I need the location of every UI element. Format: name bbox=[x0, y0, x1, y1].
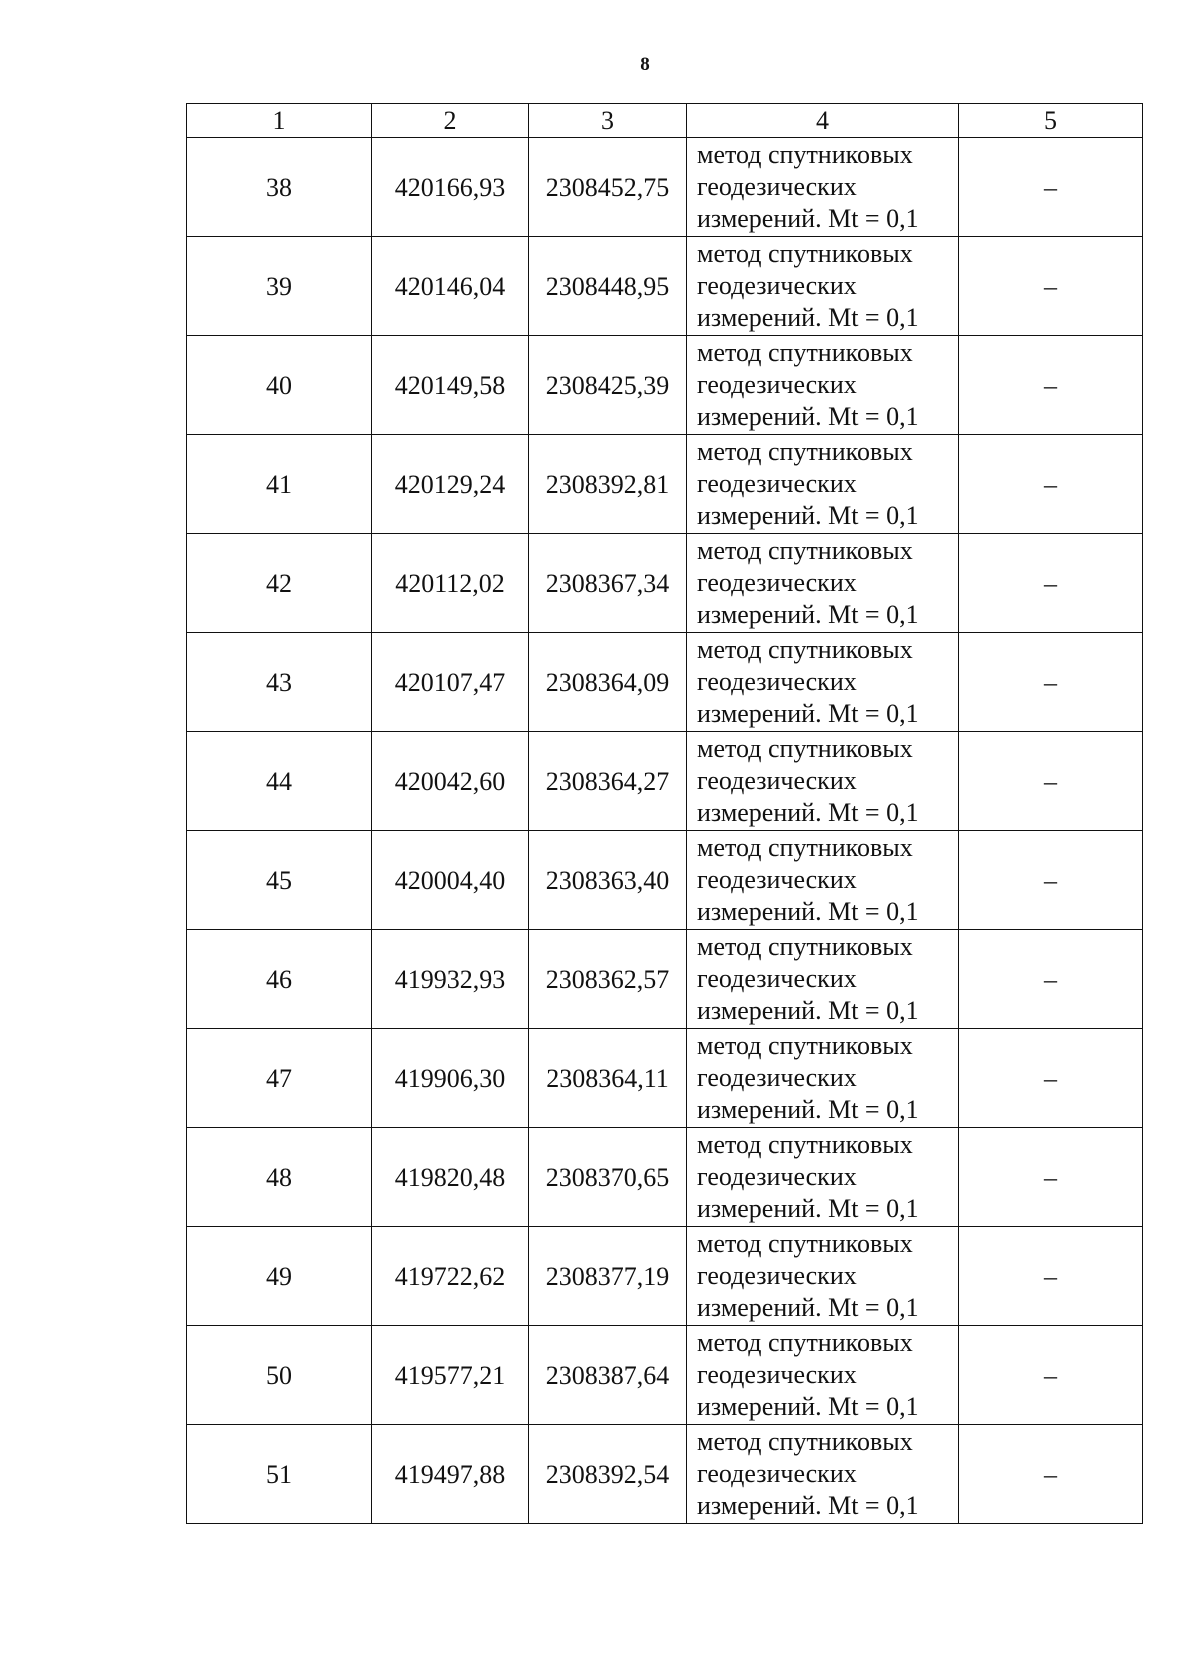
method-cell bbox=[687, 831, 959, 930]
note-cell: – bbox=[959, 1128, 1143, 1227]
x-coordinate-cell: 419497,88 bbox=[372, 1425, 529, 1524]
method-line: метод спутниковых bbox=[697, 833, 913, 862]
header-col-5: 5 bbox=[959, 104, 1143, 138]
x-coordinate-cell: 420107,47 bbox=[372, 633, 529, 732]
method-line: геодезических bbox=[697, 1162, 857, 1191]
method-line: метод спутниковых bbox=[697, 1427, 913, 1456]
method-line: метод спутниковых bbox=[697, 1130, 913, 1159]
table-row bbox=[187, 1029, 1143, 1128]
point-number-cell: 48 bbox=[187, 1128, 372, 1227]
method-line: измерений. Mt = 0,1 bbox=[697, 1293, 919, 1322]
y-coordinate-cell: 2308364,11 bbox=[529, 1029, 687, 1128]
method-cell bbox=[687, 1425, 959, 1524]
method-cell bbox=[687, 435, 959, 534]
method-line: измерений. Mt = 0,1 bbox=[697, 402, 919, 431]
method-line: метод спутниковых bbox=[697, 635, 913, 664]
note-cell: – bbox=[959, 138, 1143, 237]
method-cell bbox=[687, 1128, 959, 1227]
method-cell bbox=[687, 1326, 959, 1425]
table-row bbox=[187, 732, 1143, 831]
note-cell: – bbox=[959, 336, 1143, 435]
method-cell bbox=[687, 237, 959, 336]
method-line: метод спутниковых bbox=[697, 338, 913, 367]
note-cell: – bbox=[959, 930, 1143, 1029]
note-cell: – bbox=[959, 534, 1143, 633]
method-line: метод спутниковых bbox=[697, 536, 913, 565]
method-cell bbox=[687, 1227, 959, 1326]
table-row bbox=[187, 1227, 1143, 1326]
y-coordinate-cell: 2308367,34 bbox=[529, 534, 687, 633]
method-cell bbox=[687, 138, 959, 237]
table-row bbox=[187, 237, 1143, 336]
point-number-cell: 40 bbox=[187, 336, 372, 435]
note-cell: – bbox=[959, 1029, 1143, 1128]
header-col-1: 1 bbox=[187, 104, 372, 138]
x-coordinate-cell: 420112,02 bbox=[372, 534, 529, 633]
coordinates-table bbox=[186, 103, 1143, 1524]
x-coordinate-cell: 420004,40 bbox=[372, 831, 529, 930]
method-line: измерений. Mt = 0,1 bbox=[697, 1491, 919, 1520]
method-line: геодезических bbox=[697, 964, 857, 993]
point-number-cell: 39 bbox=[187, 237, 372, 336]
table-row bbox=[187, 930, 1143, 1029]
point-number-cell: 50 bbox=[187, 1326, 372, 1425]
method-line: геодезических bbox=[697, 1360, 857, 1389]
y-coordinate-cell: 2308362,57 bbox=[529, 930, 687, 1029]
y-coordinate-cell: 2308425,39 bbox=[529, 336, 687, 435]
note-cell: – bbox=[959, 237, 1143, 336]
header-row bbox=[187, 104, 1143, 138]
method-line: геодезических bbox=[697, 766, 857, 795]
method-line: геодезических bbox=[697, 667, 857, 696]
note-cell: – bbox=[959, 1227, 1143, 1326]
table-row bbox=[187, 336, 1143, 435]
method-cell bbox=[687, 930, 959, 1029]
x-coordinate-cell: 419722,62 bbox=[372, 1227, 529, 1326]
method-line: геодезических bbox=[697, 469, 857, 498]
method-line: измерений. Mt = 0,1 bbox=[697, 1392, 919, 1421]
x-coordinate-cell: 419820,48 bbox=[372, 1128, 529, 1227]
x-coordinate-cell: 420042,60 bbox=[372, 732, 529, 831]
table-header bbox=[187, 104, 1143, 138]
point-number-cell: 38 bbox=[187, 138, 372, 237]
x-coordinate-cell: 419906,30 bbox=[372, 1029, 529, 1128]
note-cell: – bbox=[959, 1326, 1143, 1425]
point-number-cell: 41 bbox=[187, 435, 372, 534]
table-row bbox=[187, 831, 1143, 930]
table-row bbox=[187, 1128, 1143, 1227]
y-coordinate-cell: 2308377,19 bbox=[529, 1227, 687, 1326]
note-cell: – bbox=[959, 1425, 1143, 1524]
x-coordinate-cell: 420129,24 bbox=[372, 435, 529, 534]
point-number-cell: 45 bbox=[187, 831, 372, 930]
table-row bbox=[187, 534, 1143, 633]
y-coordinate-cell: 2308448,95 bbox=[529, 237, 687, 336]
y-coordinate-cell: 2308392,54 bbox=[529, 1425, 687, 1524]
table-row bbox=[187, 138, 1143, 237]
method-line: измерений. Mt = 0,1 bbox=[697, 303, 919, 332]
method-line: геодезических bbox=[697, 370, 857, 399]
method-cell bbox=[687, 1029, 959, 1128]
table-row bbox=[187, 633, 1143, 732]
y-coordinate-cell: 2308392,81 bbox=[529, 435, 687, 534]
point-number-cell: 47 bbox=[187, 1029, 372, 1128]
y-coordinate-cell: 2308452,75 bbox=[529, 138, 687, 237]
page-number: 8 bbox=[640, 54, 650, 75]
point-number-cell: 44 bbox=[187, 732, 372, 831]
y-coordinate-cell: 2308363,40 bbox=[529, 831, 687, 930]
header-col-4: 4 bbox=[687, 104, 959, 138]
y-coordinate-cell: 2308370,65 bbox=[529, 1128, 687, 1227]
method-line: геодезических bbox=[697, 1459, 857, 1488]
method-cell bbox=[687, 336, 959, 435]
method-line: геодезических bbox=[697, 1063, 857, 1092]
method-line: измерений. Mt = 0,1 bbox=[697, 897, 919, 926]
method-line: метод спутниковых bbox=[697, 140, 913, 169]
method-line: измерений. Mt = 0,1 bbox=[697, 996, 919, 1025]
method-line: метод спутниковых bbox=[697, 734, 913, 763]
method-line: измерений. Mt = 0,1 bbox=[697, 1194, 919, 1223]
method-line: измерений. Mt = 0,1 bbox=[697, 501, 919, 530]
method-line: метод спутниковых bbox=[697, 1229, 913, 1258]
y-coordinate-cell: 2308364,09 bbox=[529, 633, 687, 732]
method-line: измерений. Mt = 0,1 bbox=[697, 204, 919, 233]
table-row bbox=[187, 1326, 1143, 1425]
method-line: геодезических bbox=[697, 568, 857, 597]
table-row bbox=[187, 435, 1143, 534]
note-cell: – bbox=[959, 831, 1143, 930]
point-number-cell: 42 bbox=[187, 534, 372, 633]
method-cell bbox=[687, 534, 959, 633]
y-coordinate-cell: 2308364,27 bbox=[529, 732, 687, 831]
note-cell: – bbox=[959, 435, 1143, 534]
method-line: метод спутниковых bbox=[697, 239, 913, 268]
note-cell: – bbox=[959, 732, 1143, 831]
method-line: измерений. Mt = 0,1 bbox=[697, 1095, 919, 1124]
x-coordinate-cell: 420149,58 bbox=[372, 336, 529, 435]
x-coordinate-cell: 419932,93 bbox=[372, 930, 529, 1029]
method-line: геодезических bbox=[697, 271, 857, 300]
method-line: измерений. Mt = 0,1 bbox=[697, 600, 919, 629]
point-number-cell: 43 bbox=[187, 633, 372, 732]
x-coordinate-cell: 420146,04 bbox=[372, 237, 529, 336]
header-col-2: 2 bbox=[372, 104, 529, 138]
method-line: метод спутниковых bbox=[697, 1328, 913, 1357]
y-coordinate-cell: 2308387,64 bbox=[529, 1326, 687, 1425]
header-col-3: 3 bbox=[529, 104, 687, 138]
table-body bbox=[187, 138, 1143, 1524]
method-line: метод спутниковых bbox=[697, 932, 913, 961]
method-line: метод спутниковых bbox=[697, 437, 913, 466]
x-coordinate-cell: 420166,93 bbox=[372, 138, 529, 237]
method-line: геодезических bbox=[697, 1261, 857, 1290]
method-line: измерений. Mt = 0,1 bbox=[697, 699, 919, 728]
method-line: геодезических bbox=[697, 172, 857, 201]
point-number-cell: 51 bbox=[187, 1425, 372, 1524]
method-line: метод спутниковых bbox=[697, 1031, 913, 1060]
x-coordinate-cell: 419577,21 bbox=[372, 1326, 529, 1425]
method-line: геодезических bbox=[697, 865, 857, 894]
table-row bbox=[187, 1425, 1143, 1524]
point-number-cell: 46 bbox=[187, 930, 372, 1029]
method-cell bbox=[687, 732, 959, 831]
method-cell bbox=[687, 633, 959, 732]
note-cell: – bbox=[959, 633, 1143, 732]
method-line: измерений. Mt = 0,1 bbox=[697, 798, 919, 827]
point-number-cell: 49 bbox=[187, 1227, 372, 1326]
